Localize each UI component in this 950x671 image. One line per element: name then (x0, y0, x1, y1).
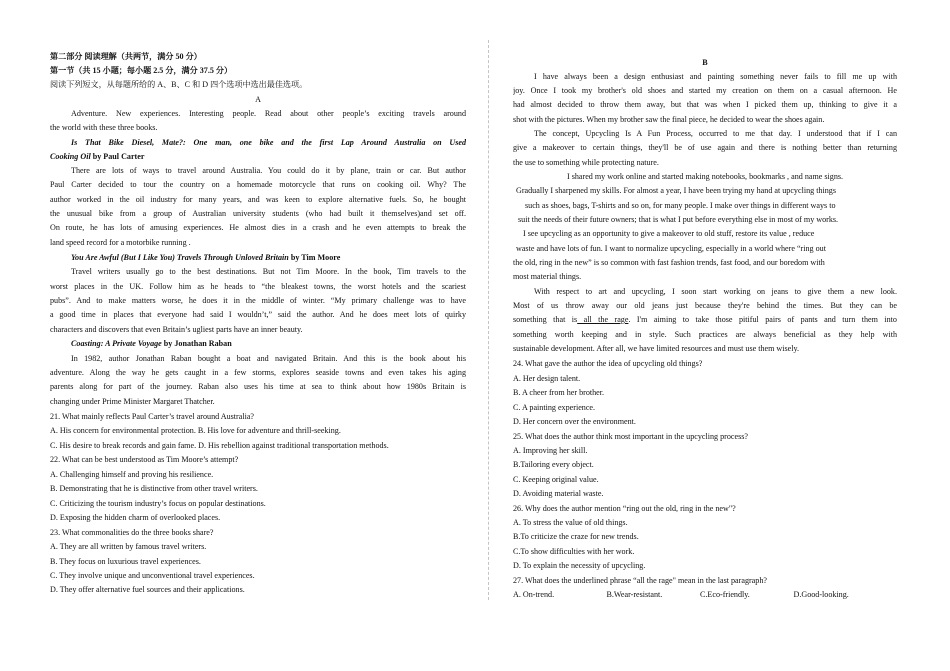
question-25: 25. What does the author think most important in the upcycling process? (513, 432, 748, 441)
book1-author: by Paul Carter (90, 152, 145, 161)
book1-title-line: Is That Bike Diesel, Mate?: One man, one bike and the first Lap Around Australia on Used (71, 138, 466, 147)
book1-body-line: land speed record for a motorbike running . (50, 238, 191, 247)
p5-line: something worth keeping and in style. Such practices are always beneficial as they help with (513, 330, 897, 339)
question-26-option: B.To criticize the craze for new trends. (513, 532, 639, 541)
question-23-option: C. They involve unique and unconventional travel experiences. (50, 571, 255, 580)
question-25-option: C. Keeping original value. (513, 475, 599, 484)
book1-heading (50, 150, 466, 164)
passage-a-label: A (255, 95, 261, 104)
p2-line: The concept, Upcycling Is A Fun Process, occurred to me that day. I understood that if I can (534, 129, 897, 138)
question-23-option: D. They offer alternative fuel sources and their applications. (50, 585, 245, 594)
book2-body-line: Travel writers usually go to the best destinations. But not Tim Moore. In the book, Tim travels to the (71, 267, 466, 276)
passage-b-label: B (702, 58, 708, 67)
question-27-option: A. On-trend. (513, 590, 555, 599)
question-21-options-ab: A. His concern for environmental protection. B. His love for adventure and thrill-seeking. (50, 426, 341, 435)
question-23: 23. What commonalities do the three books share? (50, 528, 214, 537)
instruction: 阅读下列短文，从每题所给的 A、B、C 和 D 四个选项中选出最佳选项。 (50, 80, 308, 89)
question-27-option: C.Eco-friendly. (700, 590, 750, 599)
p4-line: most material things. (513, 272, 582, 281)
p2-line: give a makeover to certain things, they'll be of use again and there is nothing better than returning (513, 143, 897, 152)
question-27-option: D.Good-looking. (793, 590, 849, 599)
book2-author: by Tim Moore (288, 253, 341, 262)
question-22-option: D. Exposing the hidden charm of overlooked places. (50, 513, 221, 522)
question-24-option: D. Her concern over the environment. (513, 417, 636, 426)
book2-title: You Are Awful (But I Like You) Travels Through Unloved Britain (71, 253, 289, 262)
question-25-option: B.Tailoring every object. (513, 460, 594, 469)
p4-line: I see upcycling as an opportunity to give a makeover to old stuff, restore its value , reduce (523, 229, 815, 238)
book3-title: Coasting: A Private Voyage (71, 339, 162, 348)
question-26-option: A. To stress the value of old things. (513, 518, 628, 527)
p5-text: . I'm aiming to take those pitiful pairs of pants and turn them into (628, 315, 897, 324)
book3-body-line: In 1982, author Jonathan Raban bought a boat and navigated Britain. And this is the book about his (71, 354, 466, 363)
book2-body-line: a good time in places that everyone had said I wouldn’t,” said the author. And he does meet lots of quirky (50, 310, 466, 319)
question-25-option: A. Improving her skill. (513, 446, 588, 455)
p1-line: had almost decided to throw them away, but that was when I picked them up, thinking to give it a (513, 100, 897, 109)
question-24: 24. What gave the author the idea of upcycling old things? (513, 359, 703, 368)
question-21-options-cd: C. His desire to break records and gain fame. D. His rebellion against traditional transportation methods. (50, 441, 389, 450)
intro-line: the world with these three books. (50, 123, 158, 132)
question-23-option: B. They focus on luxurious travel experiences. (50, 557, 201, 566)
question-23-option: A. They are all written by famous travel writers. (50, 542, 207, 551)
question-22-option: C. Criticizing the tourism industry’s focus on popular destinations. (50, 499, 266, 508)
book1-body-line: There are lots of ways to travel around Australia. You could do it by plane, train or car. But author (71, 166, 466, 175)
p5-line (513, 313, 897, 327)
book1-body-line: the unusual bike from a group of Australian university students (who had built it themselves)and set off. (50, 209, 466, 218)
question-25-option: D. Avoiding material waste. (513, 489, 604, 498)
intro-line: Adventure. New experiences. Interesting people. Read about other people’s exciting travels around (71, 109, 466, 118)
book3-heading (50, 337, 466, 351)
column-divider (488, 40, 489, 600)
p4-line: waste and have lots of fun. I want to normalize upcycling, especially in a world where “ring out (516, 244, 826, 253)
question-26-option: C.To show difficulties with her work. (513, 547, 635, 556)
book2-heading (50, 251, 466, 265)
question-26: 26. Why does the author mention “ring out the old, ring in the new"? (513, 504, 736, 513)
p5-text: something that is (513, 315, 578, 324)
p5-line: sustainable development. After all, we have limited resources and must use them wisely. (513, 344, 800, 353)
right-column (513, 0, 897, 671)
left-column (50, 0, 466, 671)
question-22: 22. What can be best understood as Tim Moore’s attempt? (50, 455, 239, 464)
p3-line: I shared my work online and started making notebooks, bookmarks , and name signs. (567, 172, 844, 181)
question-24-option: A. Her design talent. (513, 374, 581, 383)
book2-body-line: characters and discovers that even Britain’s ugliest parts have an inner beauty. (50, 325, 303, 334)
book3-body-line: changing under Prime Minister Margaret Thatcher. (50, 397, 215, 406)
p5-line: With respect to art and upcycling, I soon start working on jeans to give them a new look. (534, 287, 897, 296)
p2-line: the use to something while protecting nature. (513, 158, 659, 167)
p1-line: I have always been a design enthusiast and painting something never fails to fill me up with (534, 72, 897, 81)
book3-body-line: adventure. Along the way he gets caught in a few storms, explores seaside towns and even takes his aging (50, 368, 466, 377)
book3-body-line: parents along for part of the journey. Raban also uses his time at sea to think about how 1980s Britain is (50, 382, 466, 391)
question-26-option: D. To explain the necessity of upcycling. (513, 561, 646, 570)
book3-author: by Jonathan Raban (161, 339, 232, 348)
p5-line: Most of us throw away our old jeans just because they're behind the times. But they can be (513, 301, 897, 310)
p1-line: shot with the pictures. When my brother saw the final piece, he decided to wear the shoes again. (513, 115, 825, 124)
p3-line: suit the needs of their future owners; that is what I put before everything else in most of my works. (518, 215, 839, 224)
book1-title-line: Cooking Oil (50, 152, 91, 161)
p3-line: such as shoes, bags, T-shirts and so on, for many people. I make over things in different ways to (525, 201, 836, 210)
question-27-options (513, 588, 887, 602)
question-27-option: B.Wear-resistant. (606, 590, 663, 599)
question-24-option: C. A painting experience. (513, 403, 596, 412)
p1-line: joy. Once I took my brother's old shoes and started my creation on them on a casual afternoon. He (513, 86, 897, 95)
question-21: 21. What mainly reflects Paul Carter’s travel around Australia? (50, 412, 255, 421)
section-title: 第二部分 阅读理解（共两节，满分 50 分） (50, 52, 202, 61)
question-22-option: B. Demonstrating that he is distinctive from other travel writers. (50, 484, 258, 493)
underlined-phrase: all the rage (577, 315, 629, 324)
book1-body-line: On route, he has lots of amusing experiences. He almost dies in a crash and he even attempts to break the (50, 223, 466, 232)
p3-line: Gradually I sharpened my skills. For almost a year, I have been trying my hand at upcycling things (516, 186, 836, 195)
book2-body-line: worst places in the UK. Follow him as he heads to “the bleakest towns, the worst hotels and the scariest (50, 282, 466, 291)
question-24-option: B. A cheer from her brother. (513, 388, 605, 397)
p4-line: the old, ring in the new” is so common with fast fashion trends, fast food, and our boredom with (513, 258, 825, 267)
question-22-option: A. Challenging himself and proving his resilience. (50, 470, 214, 479)
book2-body-line: pubs”. And to make matters worse, he does it in the middle of winter. “My primary challenge was to have (50, 296, 466, 305)
book1-body-line: Paul Carter decided to tour the country on a homemade motorcycle that runs on cooking oil. Why? The (50, 180, 466, 189)
question-27: 27. What does the underlined phrase “all the rage" mean in the last paragraph? (513, 576, 767, 585)
book1-body-line: author worked in the oil industry for many years, and was keen to explore alternative fuels. So, he bought (50, 195, 466, 204)
subsection-title: 第一节（共 15 小题；每小题 2.5 分，满分 37.5 分） (50, 66, 233, 75)
